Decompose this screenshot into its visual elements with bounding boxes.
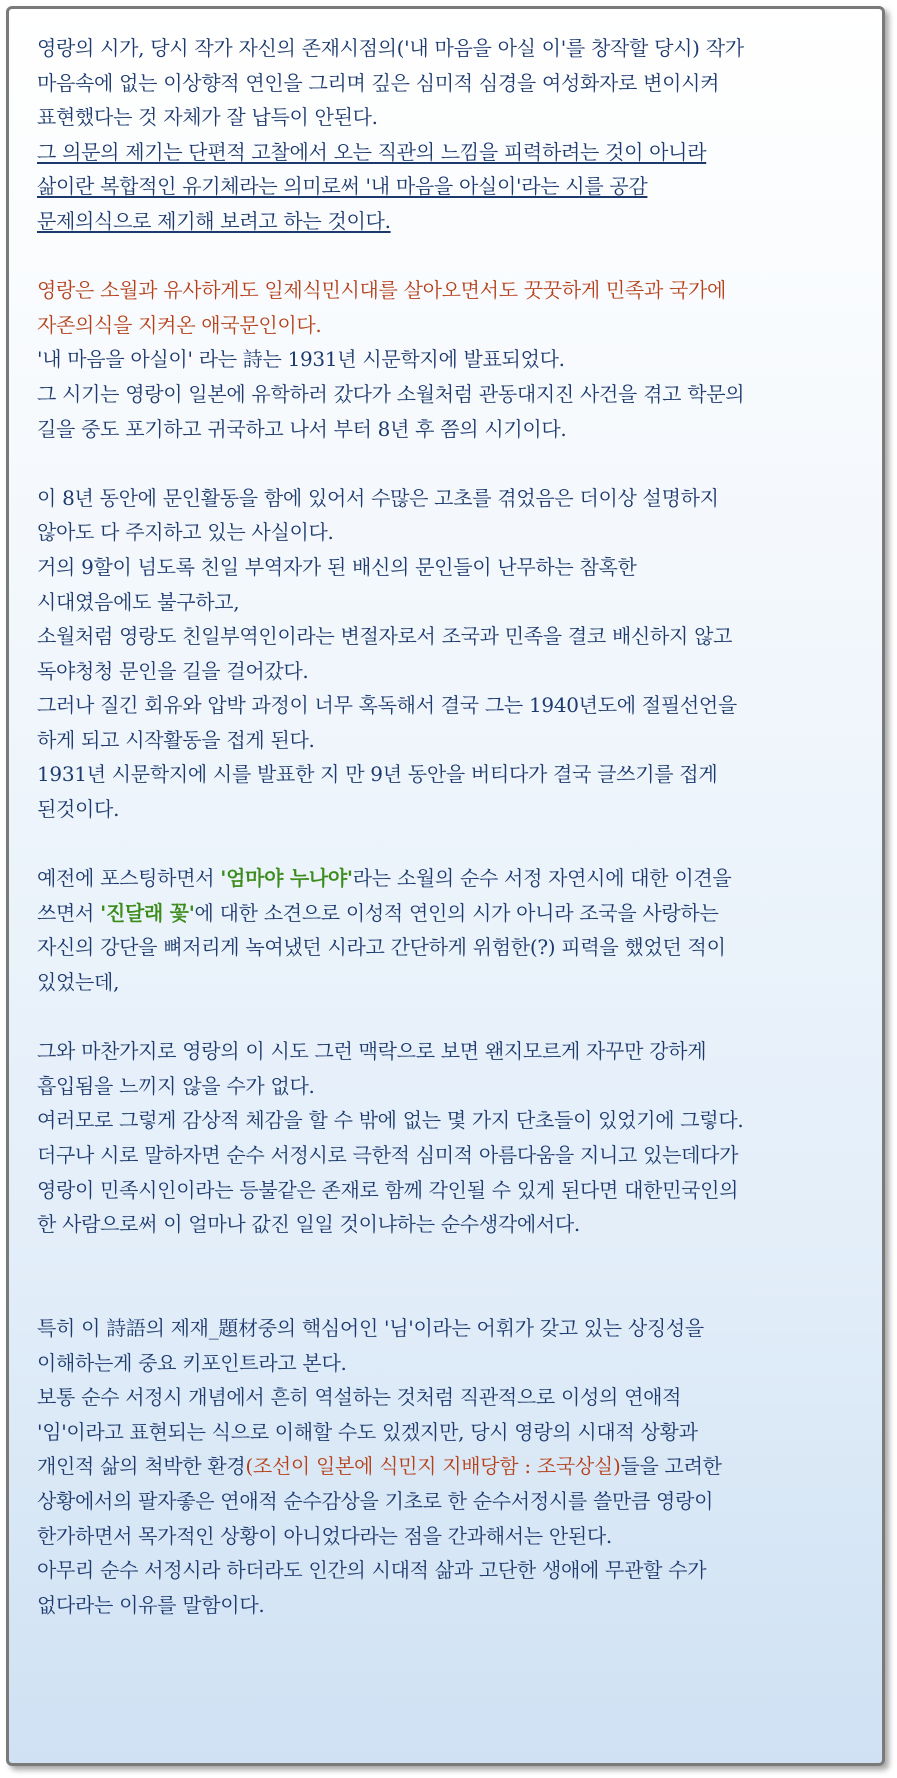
- text-line: 아무리 순수 서정시라 하더라도 인간의 시대적 삶과 고단한 생애에 무관할 수가: [37, 1558, 707, 1583]
- paragraph-gap: [37, 827, 877, 862]
- text-line: 그러나 질긴 회유와 압박 과정이 너무 혹독해서 결국 그는 1940년도에 절필선언을: [37, 693, 737, 718]
- text-line: 영랑이 민족시인이라는 등불같은 존재로 함께 각인될 수 있게 된다면 대한민국인의: [37, 1177, 739, 1202]
- text-line: 표현했다는 것 자체가 잘 납득이 안된다.: [37, 105, 378, 130]
- text-line: 이해하는게 중요 키포인트라고 본다.: [37, 1350, 347, 1375]
- text-segment: 에 대한 소견으로 이성적 연인의 시가 아니라 조국을 사랑하는: [194, 900, 719, 925]
- text-line: 흡입됨을 느끼지 않을 수가 없다.: [37, 1073, 315, 1098]
- paragraph-gap: [37, 239, 877, 274]
- text-line: [37, 861, 877, 896]
- text-line: 한가하면서 목가적인 상황이 아니었다라는 점을 간과해서는 안된다.: [37, 1523, 612, 1548]
- text-line: 길을 중도 포기하고 귀국하고 나서 부터 8년 후 쯤의 시기이다.: [37, 416, 567, 441]
- text-segment: 라는 소월의 순수 서정 자연시에 대한 이견을: [352, 866, 732, 891]
- text-line: 특히 이 詩語의 제재_題材중의 핵심어인 '님'이라는 어휘가 갖고 있는 상징성을: [37, 1315, 704, 1340]
- text-segment: 예전에 포스팅하면서: [37, 866, 221, 891]
- text-line: 이 8년 동안에 문인활동을 함에 있어서 수많은 고초를 겪었음은 더이상 설명하지: [37, 485, 719, 510]
- text-line: 한 사람으로써 이 얼마나 값진 일일 것이냐하는 순수생각에서다.: [37, 1212, 580, 1237]
- highlighted-line: 영랑은 소월과 유사하게도 일제식민시대를 살아오면서도 꿋꿋하게 민족과 국가에: [37, 278, 727, 303]
- text-line: 여러모로 그렇게 감상적 체감을 할 수 밖에 없는 몇 가지 단초들이 있었기에 그렇다.: [37, 1108, 744, 1133]
- highlighted-line: 자존의식을 지켜온 애국문인이다.: [37, 312, 322, 337]
- text-line: 된것이다.: [37, 797, 120, 822]
- paragraph-gap: [37, 1000, 877, 1035]
- paragraph-2: [37, 273, 877, 446]
- highlighted-note: (조선이 일본에 식민지 지배당함 : 조국상실): [245, 1454, 621, 1479]
- text-line: 영랑의 시가, 당시 작가 자신의 존재시점의('내 마음을 아실 이'를 창작할 당시) 작가: [37, 36, 744, 60]
- text-line: 자신의 강단을 뼈저리게 녹여냈던 시라고 간단하게 위험한(?) 피력을 했었던 적이: [37, 935, 726, 960]
- paragraph-4: [37, 861, 877, 999]
- text-line: 마음속에 없는 이상향적 연인을 그리며 깊은 심미적 심경을 여성화자로 변이시켜: [37, 70, 720, 95]
- text-segment: 쓰면서: [37, 900, 101, 925]
- paragraph-gap: [37, 446, 877, 481]
- text-line: 않아도 다 주지하고 있는 사실이다.: [37, 520, 334, 545]
- text-line: 독야청청 문인을 길을 걸어갔다.: [37, 658, 309, 683]
- text-line: [37, 896, 877, 931]
- text-segment: 들을 고려한: [620, 1454, 722, 1479]
- text-line: 상황에서의 팔자좋은 연애적 순수감상을 기초로 한 순수서정시를 쓸만큼 영랑이: [37, 1488, 714, 1513]
- text-line: 하게 되고 시작활동을 접게 된다.: [37, 727, 315, 752]
- text-line: [37, 1449, 877, 1484]
- text-line: 1931년 시문학지에 시를 발표한 지 만 9년 동안을 버티다가 결국 글쓰기를 접게: [37, 762, 718, 787]
- text-line: 그와 마찬가지로 영랑의 이 시도 그런 맥락으로 보면 왠지모르게 자꾸만 강하게: [37, 1039, 707, 1064]
- paragraph-1: [37, 31, 877, 239]
- text-line: 더구나 시로 말하자면 순수 서정시로 극한적 심미적 아름다움을 지니고 있는데다가: [37, 1143, 739, 1167]
- paragraph-gap: [37, 1276, 877, 1311]
- text-line: 소월처럼 영랑도 친일부역인이라는 변절자로서 조국과 민족을 결코 배신하지 않고: [37, 624, 733, 649]
- text-segment: 개인적 삶의 척박한 환경: [37, 1454, 246, 1479]
- text-panel: [6, 6, 885, 1766]
- text-line: '임'이라고 표현되는 식으로 이해할 수도 있겠지만, 당시 영랑의 시대적 상황과: [37, 1419, 698, 1444]
- underlined-line: 삶이란 복합적인 유기체라는 의미로써 '내 마음을 아실이'라는 시를 공감: [37, 174, 648, 199]
- poem-title-highlight: '진달래 꽃': [100, 900, 195, 925]
- text-line: 그 시기는 영랑이 일본에 유학하러 갔다가 소월처럼 관동대지진 사건을 겪고 학문의: [37, 381, 745, 406]
- underlined-line: 문제의식으로 제기해 보려고 하는 것이다.: [37, 208, 391, 233]
- poem-title-highlight: '엄마야 누나야': [220, 866, 353, 891]
- text-line: 시대였음에도 불구하고,: [37, 589, 240, 614]
- paragraph-6: [37, 1311, 877, 1622]
- underlined-line: 그 의문의 제기는 단편적 고찰에서 오는 직관의 느낌을 피력하려는 것이 아니라: [37, 139, 707, 164]
- paragraph-5: [37, 1034, 877, 1242]
- article-body: [37, 31, 877, 1622]
- text-line: 있었는데,: [37, 970, 120, 995]
- paragraph-gap: [37, 1242, 877, 1277]
- text-line: 거의 9할이 넘도록 친일 부역자가 된 배신의 문인들이 난무하는 참혹한: [37, 554, 637, 579]
- text-line: '내 마음을 아실이' 라는 詩는 1931년 시문학지에 발표되었다.: [37, 347, 565, 372]
- text-line: 없다라는 이유를 말함이다.: [37, 1592, 265, 1617]
- paragraph-3: [37, 481, 877, 827]
- text-line: 보통 순수 서정시 개념에서 흔히 역설하는 것처럼 직관적으로 이성의 연애적: [37, 1385, 682, 1410]
